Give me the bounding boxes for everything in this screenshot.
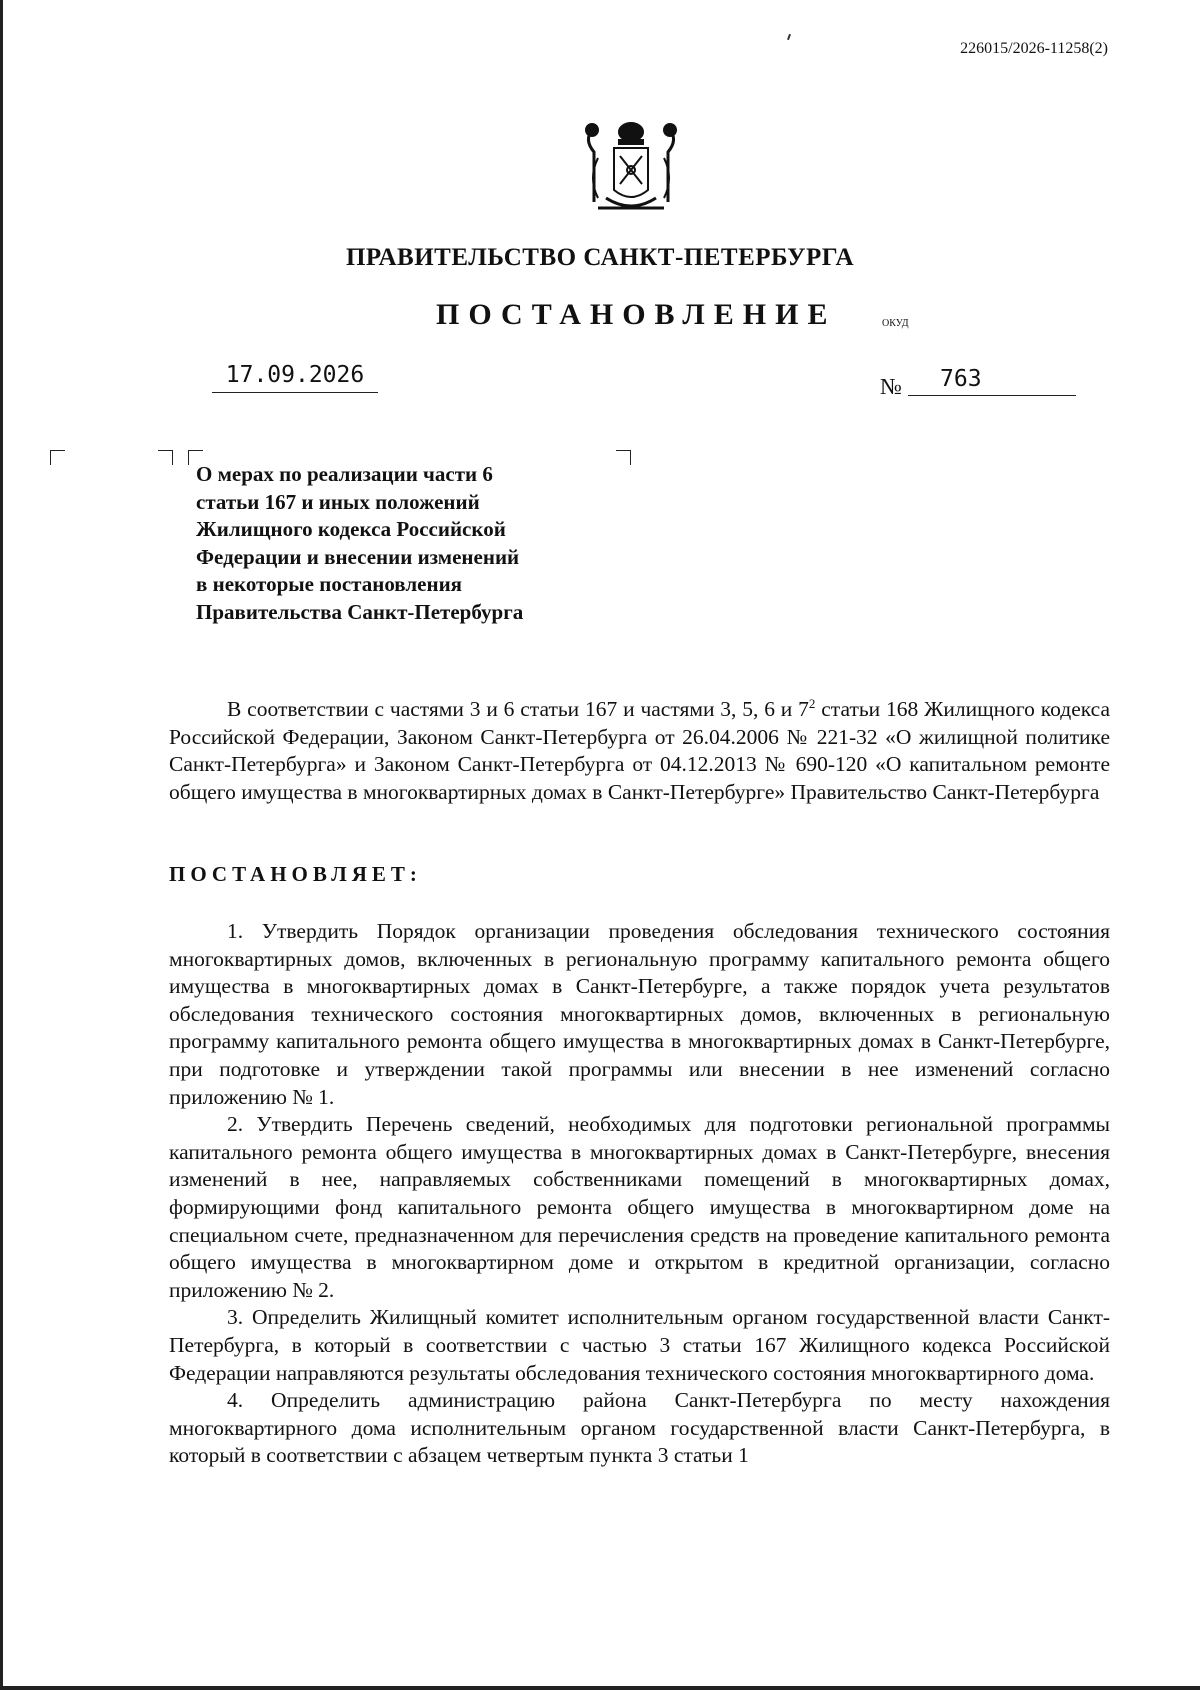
number-sign: № (880, 374, 902, 399)
decree-item: 3. Определить Жилищный комитет исполнительным органом государственной власти Санкт-Петербурга, в который в соответствии с частью 3 статьи 167 Жилищного кодекса Российской Федерации направляются результаты обследования технического состояния многоквартирного дома. (169, 1305, 1110, 1385)
okud-label: ОКУД (882, 318, 909, 329)
preamble (169, 696, 1110, 806)
preamble-text: В соответствии с частями 3 и 6 статьи 167 и частями 3, 5, 6 и 7 (227, 697, 809, 721)
decree-item: 4. Определить администрацию района Санкт-Петербурга по месту нахождения многоквартирного дома исполнительным органом государственной власти Санкт-Петербурга, в который в соответствии с абзацем четвертым пункта 3 статьи 1 (169, 1388, 1110, 1468)
subject-line: Правительства Санкт-Петербурга (196, 599, 524, 624)
superscript: 2 (808, 695, 816, 711)
document-date: 17.09.2026 (212, 362, 378, 393)
decree-items (169, 918, 1110, 1470)
registration-number: 226015/2026-11258(2) (960, 40, 1108, 57)
bracket-corner (158, 450, 173, 465)
coat-of-arms-emblem (578, 118, 684, 218)
bracket-corner (50, 450, 65, 465)
scan-mark (787, 34, 791, 40)
bracket-corner (616, 450, 631, 465)
document-subject (196, 461, 596, 626)
decree-item: 1. Утвердить Порядок организации проведения обследования технического состояния многоквартирных домов, включенных в региональную программу капитального ремонта общего имущества в многоквартирных домах в Санкт-Петербурге, а также порядок учета результатов обследования технического состояния многоквартирных домов, включенных в региональную программу капитального ремонта общего имущества в многоквартирных домах в Санкт-Петербурге, при подготовке и утверждении такой программы или внесении в нее изменений согласно приложению № 1. (169, 919, 1110, 1109)
decree-item: 2. Утвердить Перечень сведений, необходимых для подготовки региональной программы капитального ремонта общего имущества в многоквартирных домах в Санкт-Петербурге, внесения изменений в нее, направляемых собственниками помещений в многоквартирных домах, формирующими фонд капитального ремонта общего имущества в многоквартирном доме на специальном счете, предназначенном для перечисления средств на проведение капитального ремонта общего имущества в многоквартирном доме и открытом в кредитной организации, согласно приложению № 2. (169, 1112, 1110, 1302)
decree-heading: ПОСТАНОВЛЯЕТ: (169, 862, 422, 886)
subject-line: Жилищного кодекса Российской (196, 517, 506, 541)
preamble-text: статьи 168 Жилищного кодекса Российской Федерации, Законом Санкт-Петербурга от 26.04.2006 № 221-32 «О жилищной политике Санкт-Петербурга» и Законом Санкт-Петербурга от 04.12.2013 № 690-120 «О капитальном ремонте общего имущества в многоквартирных домах в Санкт-Петербурге» Правительство Санкт-Петербурга (169, 697, 1111, 804)
subject-line: в некоторые постановления (196, 572, 463, 596)
scan-bottom-edge (0, 1686, 1200, 1690)
subject-line: О мерах по реализации части 6 (196, 462, 493, 486)
document-type: ПОСТАНОВЛЕНИЕ (436, 298, 837, 331)
preamble-paragraph (169, 696, 1110, 806)
subject-line: Федерации и внесении изменений (196, 544, 520, 569)
subject-line: статьи 167 и иных положений (196, 489, 480, 514)
government-title: ПРАВИТЕЛЬСТВО САНКТ-ПЕТЕРБУРГА (345, 244, 855, 271)
document-number: 763 (908, 366, 1076, 396)
